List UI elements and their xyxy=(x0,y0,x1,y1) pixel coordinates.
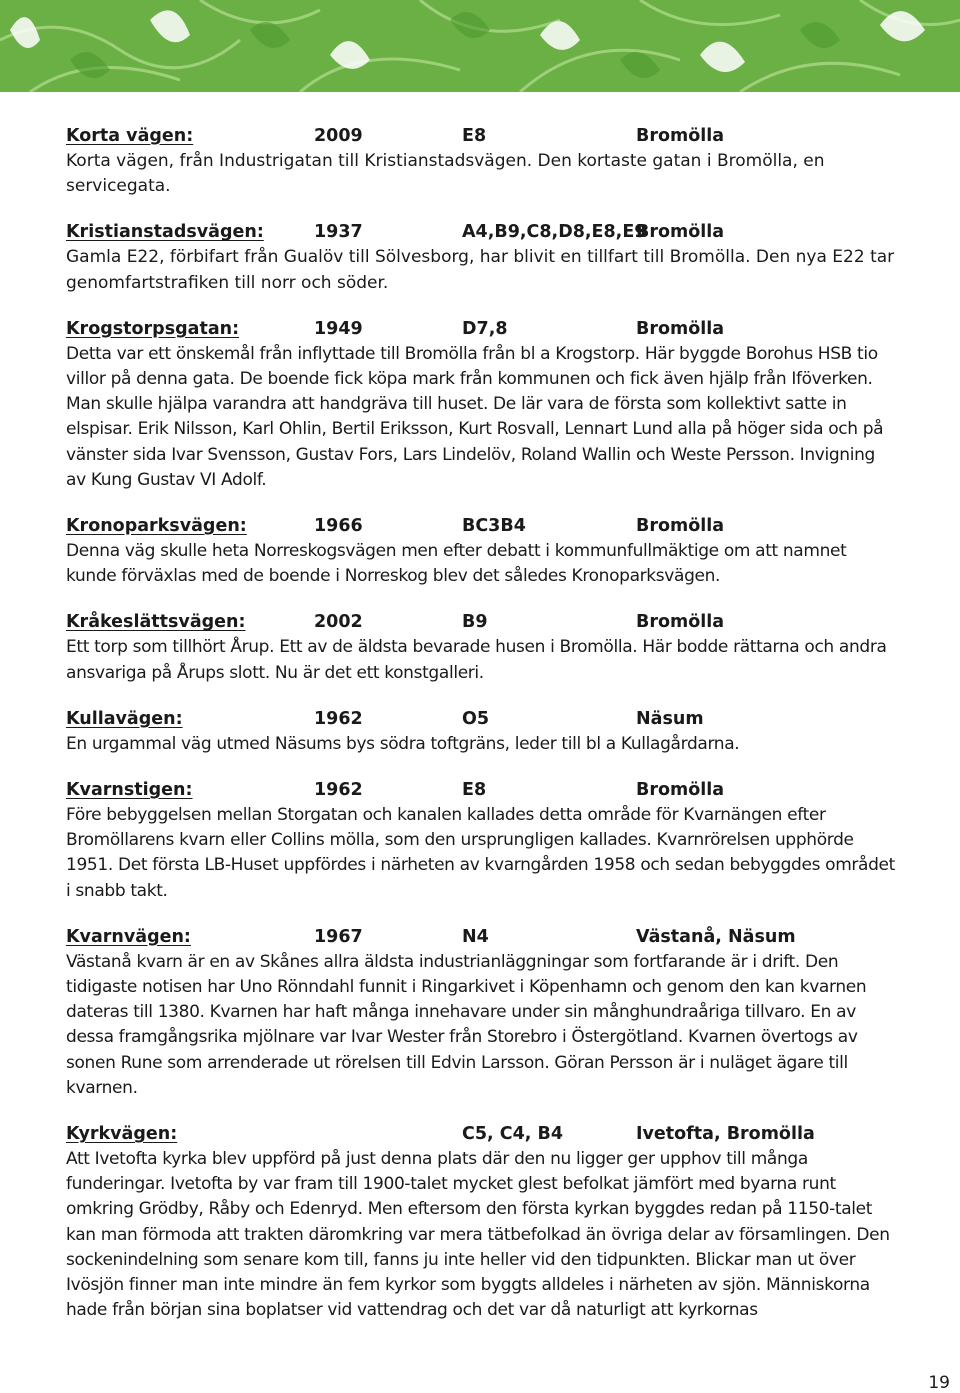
street-name: Kvarnstigen: xyxy=(66,780,193,801)
street-year: 1937 xyxy=(314,222,363,243)
street-locality: Näsum xyxy=(636,708,704,729)
street-description: Västanå kvarn är en av Skånes allra äldsta industrianläggningar som fortfarande är i drift. Den tidigaste notisen har Uno Rönndahl funnit i Ringarkivet i Köpenhamn och genom den kan kvarnen dateras till 1380. Kvarnen har haft många innehavare under sin månghundraåriga tillvaro. En av dessa framgångsrika mjölnare var Ivar Wester från Storebro i Östergötland. Kvarnen övertogs av sonen Rune som arrenderade ut rörelsen till Edvin Larsson. Göran Persson är i nuläget ägare till kvarnen. xyxy=(66,951,867,1098)
map-grid-reference: O5 xyxy=(462,708,490,729)
street-entry xyxy=(66,707,896,757)
street-description: Detta var ett önskemål från inflyttade till Bromölla från bl a Krogstorp. Här byggde Borohus HSB tio villor på denna gata. De boende fick köpa mark från kommunen och fick även hjälp från Iföverken. Man skulle hjälpa varandra att handgräva till huset. De lär vara de första som kollektivt satte in elspisar. Erik Nilsson, Karl Ohlin, Bertil Eriksson, Kurt Rosvall, Lennart Lund alla på höger sida och på vänster sida Ivar Svensson, Gustav Fors, Lars Lindelöv, Roland Wallin och Weste Persson. Invigning av Kung Gustav VI Adolf. xyxy=(66,343,884,490)
map-grid-reference: E8 xyxy=(462,780,487,801)
street-description: Att Ivetofta kyrka blev uppförd på just denna plats där den nu ligger ger upphov till många funderingar. Ivetofta by var fram till 1900-talet mycket glest befolkat jämfört med byarna runt omkring Grödby, Råby och Edenryd. Men eftersom den första kyrkan byggdes redan på 1150-talet kan man förmoda att trakten däromkring var mera tätbefolkad än övriga delar av församlingen. Den sockenindelning som senare kom till, fanns ju inte heller vid den tidpunkten. Blickar man ut över Ivösjön finner man inte mindre än fem kyrkor som byggts alldeles i närheten av sjön. Människorna hade från början sina boplatser vid vattendrag och det var då naturligt att kyrkornas xyxy=(66,1149,890,1321)
street-name: Kvarnvägen: xyxy=(66,926,191,947)
street-name: Kyrkvägen: xyxy=(66,1124,178,1145)
street-entry xyxy=(66,317,896,493)
street-year: 1962 xyxy=(314,780,363,801)
street-description: Denna väg skulle heta Norreskogsvägen men efter debatt i kommunfullmäktige om att namnet kunde förväxlas med de boende i Norreskog blev det således Kronoparksvägen. xyxy=(66,541,847,587)
map-grid-reference: BC3B4 xyxy=(462,516,526,537)
street-locality: Bromölla xyxy=(636,516,725,537)
street-year: 1949 xyxy=(314,318,363,339)
street-locality: Bromölla xyxy=(636,222,725,243)
entry-header xyxy=(66,514,896,539)
entry-header xyxy=(66,220,896,245)
map-grid-reference: E8 xyxy=(462,126,487,146)
street-entry xyxy=(66,514,896,589)
entry-header xyxy=(66,610,896,635)
street-year: 1967 xyxy=(314,926,363,947)
street-locality: Ivetofta, Bromölla xyxy=(636,1124,815,1145)
street-year: 1966 xyxy=(314,516,363,537)
street-name: Kristianstadsvägen: xyxy=(66,222,264,243)
leaf-pattern-graphic xyxy=(0,0,960,92)
entry-header xyxy=(66,707,896,732)
street-year: 2009 xyxy=(314,126,363,146)
map-grid-reference: B9 xyxy=(462,612,488,633)
street-year: 1962 xyxy=(314,708,363,729)
street-name: Kronoparksvägen: xyxy=(66,516,247,537)
street-description: Gamla E22, förbifart från Gualöv till Sölvesborg, har blivit en tillfart till Bromölla. Den nya E22 tar genomfartstrafiken till norr och söder. xyxy=(66,247,895,293)
entry-header xyxy=(66,317,896,342)
entry-header xyxy=(66,925,896,950)
entry-header xyxy=(66,778,896,803)
street-locality: Bromölla xyxy=(636,780,725,801)
entry-header xyxy=(66,124,896,149)
page-number: 19 xyxy=(928,1373,950,1393)
entry-header xyxy=(66,1122,896,1147)
street-entry xyxy=(66,220,896,295)
map-grid-reference: C5, C4, B4 xyxy=(462,1124,564,1145)
street-description: Korta vägen, från Industrigatan till Kristianstadsvägen. Den kortaste gatan i Bromölla, en servicegata. xyxy=(66,151,825,197)
street-locality: Västanå, Näsum xyxy=(636,926,796,947)
street-list xyxy=(66,124,896,1345)
street-locality: Bromölla xyxy=(636,126,725,146)
street-entry xyxy=(66,1122,896,1323)
street-name: Kråkeslättsvägen: xyxy=(66,612,246,633)
street-description: En urgammal väg utmed Näsums bys södra toftgräns, leder till bl a Kullagårdarna. xyxy=(66,733,740,754)
map-grid-reference: N4 xyxy=(462,926,489,947)
street-locality: Bromölla xyxy=(636,612,725,633)
street-description: Ett torp som tillhört Årup. Ett av de äldsta bevarade husen i Bromölla. Här bodde rättarna och andra ansvariga på Årups slott. Nu är det ett konstgalleri. xyxy=(66,637,887,683)
street-entry xyxy=(66,925,896,1101)
street-description: Före bebyggelsen mellan Storgatan och kanalen kallades detta område för Kvarnängen efter Bromöllarens kvarn eller Collins mölla, som den ursprungligen kallades. Kvarnrörelsen upphörde 1951. Det första LB-Huset uppfördes i närheten av kvarngården 1958 och sedan bebyggdes området i snabb takt. xyxy=(66,805,895,901)
street-year: 2002 xyxy=(314,612,363,633)
street-name: Krogstorpsgatan: xyxy=(66,318,240,339)
street-year xyxy=(314,1122,462,1147)
street-entry xyxy=(66,124,896,199)
street-name: Kullavägen: xyxy=(66,708,183,729)
map-grid-reference: D7,8 xyxy=(462,318,508,339)
green-leaf-banner xyxy=(0,0,960,92)
street-name: Korta vägen: xyxy=(66,126,194,146)
street-entry xyxy=(66,610,896,685)
street-locality: Bromölla xyxy=(636,318,725,339)
street-entry xyxy=(66,778,896,904)
map-grid-reference: A4,B9,C8,D8,E8,E9 xyxy=(462,222,647,243)
